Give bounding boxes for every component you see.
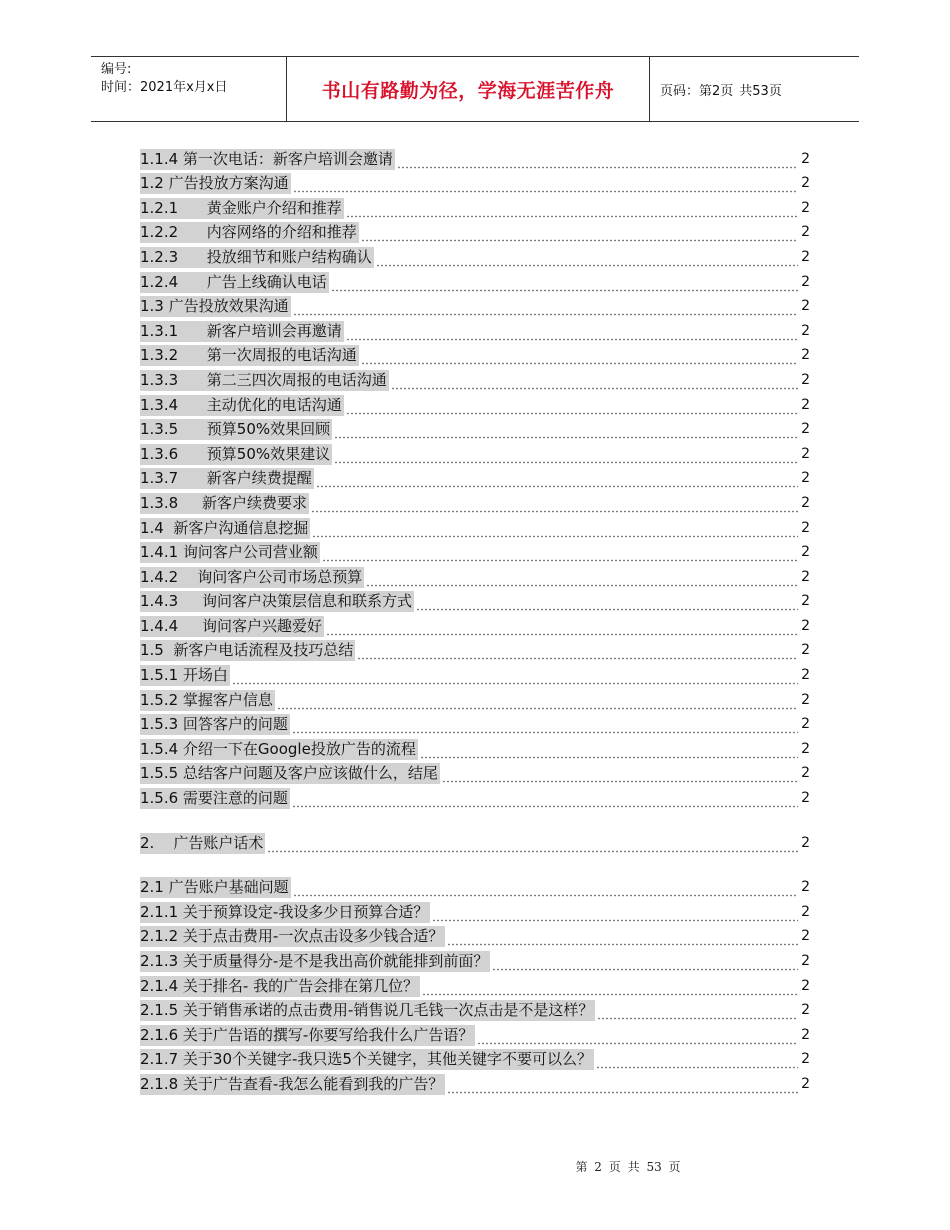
header-meta: [91, 57, 286, 121]
toc-dot-leader: [422, 976, 798, 997]
toc-entry-title[interactable]: 1.4.2 询问客户公司市场总预算: [140, 567, 363, 586]
toc-dot-leader: [416, 591, 798, 612]
header-page-info: [650, 57, 859, 121]
toc-entry-title[interactable]: 1.2.2 内容网络的介绍和推荐: [140, 223, 357, 242]
toc-dot-leader: [292, 714, 798, 735]
footer-page-unit: 页: [608, 1160, 621, 1174]
toc-entry-page: 2: [801, 740, 810, 757]
header-motto: 书山有路勤为径，学海无涯苦作舟: [286, 57, 650, 121]
toc-entry-title[interactable]: 1.3.3 第二三四次周报的电话沟通: [140, 370, 387, 389]
toc-entry-page: 2: [801, 150, 810, 167]
toc-dot-leader: [331, 272, 798, 293]
toc-entry-title[interactable]: 1.5.6 需要注意的问题: [140, 789, 288, 808]
toc-entry-title[interactable]: 1.5.3 回答客户的问题: [140, 715, 288, 734]
toc-entry-title[interactable]: 2. 广告账户话术: [140, 833, 264, 852]
page-footer: [0, 1158, 950, 1175]
toc-entry[interactable]: [140, 784, 810, 809]
toc-entry-page: 2: [801, 765, 810, 782]
document-number-label: 编号:: [101, 62, 132, 77]
toc-dot-leader: [346, 321, 798, 342]
toc-dot-leader: [366, 567, 798, 588]
toc-dot-leader: [432, 902, 798, 923]
toc-dot-leader: [334, 419, 798, 440]
toc-entry-title[interactable]: 1.3 广告投放效果沟通: [140, 297, 289, 316]
toc-entry[interactable]: [140, 268, 810, 293]
toc-entry[interactable]: [140, 760, 810, 785]
toc-entry[interactable]: [140, 391, 810, 416]
toc-dot-leader: [596, 1049, 798, 1070]
toc-entry-page: 2: [801, 1051, 810, 1068]
toc-entry-page: 2: [801, 273, 810, 290]
toc-entry-page: 2: [801, 1026, 810, 1043]
toc-entry[interactable]: [140, 947, 810, 972]
toc-entry[interactable]: [140, 588, 810, 613]
toc-entry[interactable]: [140, 416, 810, 441]
toc-entry-title[interactable]: 1.3.6 预算50%效果建议: [140, 444, 331, 463]
toc-entry[interactable]: [140, 898, 810, 923]
toc-entry-page: 2: [801, 716, 810, 733]
toc-entry-title[interactable]: 1.5.1 开场白: [140, 666, 228, 685]
toc-entry-title[interactable]: 1.2.4 广告上线确认电话: [140, 272, 327, 291]
toc-entry-page: 2: [801, 977, 810, 994]
toc-entry-page: 2: [801, 396, 810, 413]
toc-entry-page: 2: [801, 593, 810, 610]
toc-dot-leader: [312, 518, 798, 539]
toc-entry[interactable]: [140, 219, 810, 244]
header-page-label: 页码：第2页: [660, 83, 734, 99]
header-total-label: 共53页: [739, 83, 782, 99]
toc-entry-page: 2: [801, 667, 810, 684]
toc-dot-leader: [293, 296, 798, 317]
toc-entry-title[interactable]: 1.3.8 新客户续费要求: [140, 493, 308, 512]
toc-dot-leader: [477, 1025, 798, 1046]
toc-entry[interactable]: [140, 563, 810, 588]
toc-entry-page: 2: [801, 298, 810, 315]
toc-entry-page: 2: [801, 371, 810, 388]
toc-entry[interactable]: [140, 1046, 810, 1071]
table-of-contents: [140, 145, 810, 1095]
toc-entry-title[interactable]: 2.1 广告账户基础问题: [140, 878, 289, 897]
toc-entry[interactable]: [140, 243, 810, 268]
toc-entry-title[interactable]: 2.1.3 关于质量得分-是不是我出高价就能排到前面？: [140, 952, 489, 970]
toc-entry[interactable]: [140, 317, 810, 342]
toc-entry[interactable]: [140, 997, 810, 1022]
toc-entry-page: 2: [801, 691, 810, 708]
footer-prefix: 第: [575, 1160, 588, 1174]
toc-entry-title[interactable]: 2.1.8 关于广告查看-我怎么能看到我的广告？: [140, 1074, 444, 1093]
toc-entry-page: 2: [801, 347, 810, 364]
toc-dot-leader: [357, 640, 798, 661]
toc-dot-leader: [376, 247, 798, 268]
toc-entry-page: 2: [801, 617, 810, 634]
toc-dot-leader: [597, 1000, 798, 1021]
toc-dot-leader: [326, 616, 798, 637]
toc-entry-title[interactable]: 2.1.7 关于30个关键字-我只选5个关键字，其他关键字不要可以么？: [140, 1050, 592, 1069]
toc-entry-title[interactable]: 1.4.1 询问客户公司营业额: [140, 543, 318, 562]
toc-entry-page: 2: [801, 470, 810, 487]
footer-total-pages: 53: [646, 1160, 662, 1174]
toc-entry[interactable]: [140, 972, 810, 997]
toc-entry-title[interactable]: 1.1.4 第一次电话：新客户培训会邀请: [140, 149, 393, 168]
toc-dot-leader: [492, 951, 798, 972]
toc-entry-page: 2: [801, 953, 810, 969]
toc-entry[interactable]: [140, 711, 810, 736]
toc-entry[interactable]: [140, 539, 810, 564]
toc-dot-leader: [397, 149, 798, 170]
toc-entry-title[interactable]: 1.2 广告投放方案沟通: [140, 174, 289, 193]
toc-entry[interactable]: [140, 661, 810, 686]
toc-entry-title[interactable]: 2.1.4 关于排名- 我的广告会排在第几位？: [140, 976, 419, 995]
toc-dot-leader: [447, 926, 798, 947]
toc-entry-page: 2: [801, 903, 810, 920]
toc-entry-page: 2: [801, 322, 810, 339]
toc-entry-title[interactable]: 1.3.4 主动优化的电话沟通: [140, 395, 342, 414]
toc-entry-title[interactable]: 1.5.4 介绍一下在Google投放广告的流程: [140, 739, 416, 758]
toc-entry-page: 2: [801, 928, 810, 945]
toc-entry[interactable]: [140, 735, 810, 760]
toc-entry[interactable]: [140, 874, 810, 899]
document-time-label: 时间：2021年x月x日: [101, 80, 228, 95]
footer-page-number: 2: [594, 1160, 602, 1174]
toc-dot-leader: [293, 877, 798, 898]
toc-dot-leader: [267, 833, 798, 854]
toc-entry-title[interactable]: 2.1.6 关于广告语的撰写-你要写给我什么广告语？: [140, 1025, 474, 1044]
toc-entry-page: 2: [801, 1002, 810, 1019]
toc-entry[interactable]: [140, 829, 810, 854]
toc-entry-page: 2: [801, 790, 810, 807]
toc-entry-page: 2: [801, 494, 810, 511]
toc-dot-leader: [232, 665, 798, 686]
toc-entry[interactable]: [140, 440, 810, 465]
toc-entry-page: 2: [801, 445, 810, 462]
toc-entry-title[interactable]: 1.3.5 预算50%效果回顾: [140, 420, 331, 439]
toc-entry-page: 2: [801, 248, 810, 265]
toc-entry-page: 2: [801, 642, 810, 659]
toc-entry-title[interactable]: 1.5 新客户电话流程及技巧总结: [140, 641, 354, 660]
toc-entry[interactable]: [140, 514, 810, 539]
toc-dot-leader: [334, 444, 798, 465]
toc-dot-leader: [447, 1074, 798, 1095]
toc-entry-page: 2: [801, 519, 810, 536]
toc-entry[interactable]: [140, 489, 810, 514]
toc-entry[interactable]: [140, 637, 810, 662]
toc-dot-leader: [322, 542, 798, 563]
toc-entry-title[interactable]: 1.3.7 新客户续费提醒: [140, 469, 312, 488]
toc-dot-leader: [442, 763, 798, 784]
toc-entry-page: 2: [801, 224, 810, 241]
toc-entry-page: 2: [801, 834, 810, 851]
toc-dot-leader: [293, 173, 798, 194]
toc-entry[interactable]: [140, 465, 810, 490]
toc-dot-leader: [391, 370, 798, 391]
toc-entry[interactable]: [140, 366, 810, 391]
toc-entry[interactable]: [140, 145, 810, 170]
page-header: [91, 56, 859, 122]
footer-total-unit: 页: [668, 1160, 681, 1174]
toc-dot-leader: [346, 395, 798, 416]
toc-dot-leader: [361, 345, 798, 366]
toc-entry[interactable]: [140, 686, 810, 711]
toc-entry-page: 2: [801, 879, 810, 896]
toc-entry[interactable]: [140, 342, 810, 367]
toc-entry-page: 2: [801, 421, 810, 438]
toc-entry[interactable]: [140, 1021, 810, 1046]
footer-total-prefix: 共: [627, 1160, 640, 1174]
toc-entry-page: 2: [801, 175, 810, 192]
toc-dot-leader: [311, 493, 798, 514]
toc-dot-leader: [292, 788, 798, 809]
toc-entry-title[interactable]: 1.4.4 询问客户兴趣爱好: [140, 616, 323, 635]
toc-entry-title[interactable]: 1.3.2 第一次周报的电话沟通: [140, 346, 357, 365]
toc-dot-leader: [361, 222, 798, 243]
toc-entry-page: 2: [801, 568, 810, 585]
toc-entry-title[interactable]: 1.3.1 新客户培训会再邀请: [140, 321, 342, 340]
toc-entry-title[interactable]: 2.1.5 关于销售承诺的点击费用-销售说几毛钱一次点击是不是这样？: [140, 1001, 594, 1020]
toc-entry-title[interactable]: 1.5.5 总结客户问题及客户应该做什么，结尾: [140, 764, 438, 783]
toc-entry-title[interactable]: 1.4 新客户沟通信息挖掘: [140, 518, 309, 537]
toc-entry[interactable]: [140, 1070, 810, 1095]
toc-entry[interactable]: [140, 293, 810, 318]
toc-entry-title[interactable]: 1.2.1 黄金账户介绍和推荐: [140, 198, 342, 217]
toc-entry[interactable]: [140, 170, 810, 195]
toc-entry-title[interactable]: 1.2.3 投放细节和账户结构确认: [140, 247, 372, 266]
toc-entry-page: 2: [801, 1075, 810, 1092]
toc-entry[interactable]: [140, 194, 810, 219]
toc-entry[interactable]: [140, 612, 810, 637]
toc-entry-page: 2: [801, 544, 810, 561]
toc-dot-leader: [316, 468, 798, 489]
toc-entry-page: 2: [801, 199, 810, 216]
toc-dot-leader: [420, 739, 798, 760]
toc-entry-title[interactable]: 1.4.3 询问客户决策层信息和联系方式: [140, 592, 413, 611]
toc-entry-title[interactable]: 2.1.2 关于点击费用-一次点击设多少钱合适？: [140, 927, 444, 946]
toc-dot-leader: [277, 690, 798, 711]
toc-dot-leader: [346, 198, 798, 219]
toc-entry-title[interactable]: 1.5.2 掌握客户信息: [140, 690, 273, 709]
toc-entry[interactable]: [140, 923, 810, 948]
toc-entry-title[interactable]: 2.1.1 关于预算设定-我设多少日预算合适？: [140, 902, 429, 921]
